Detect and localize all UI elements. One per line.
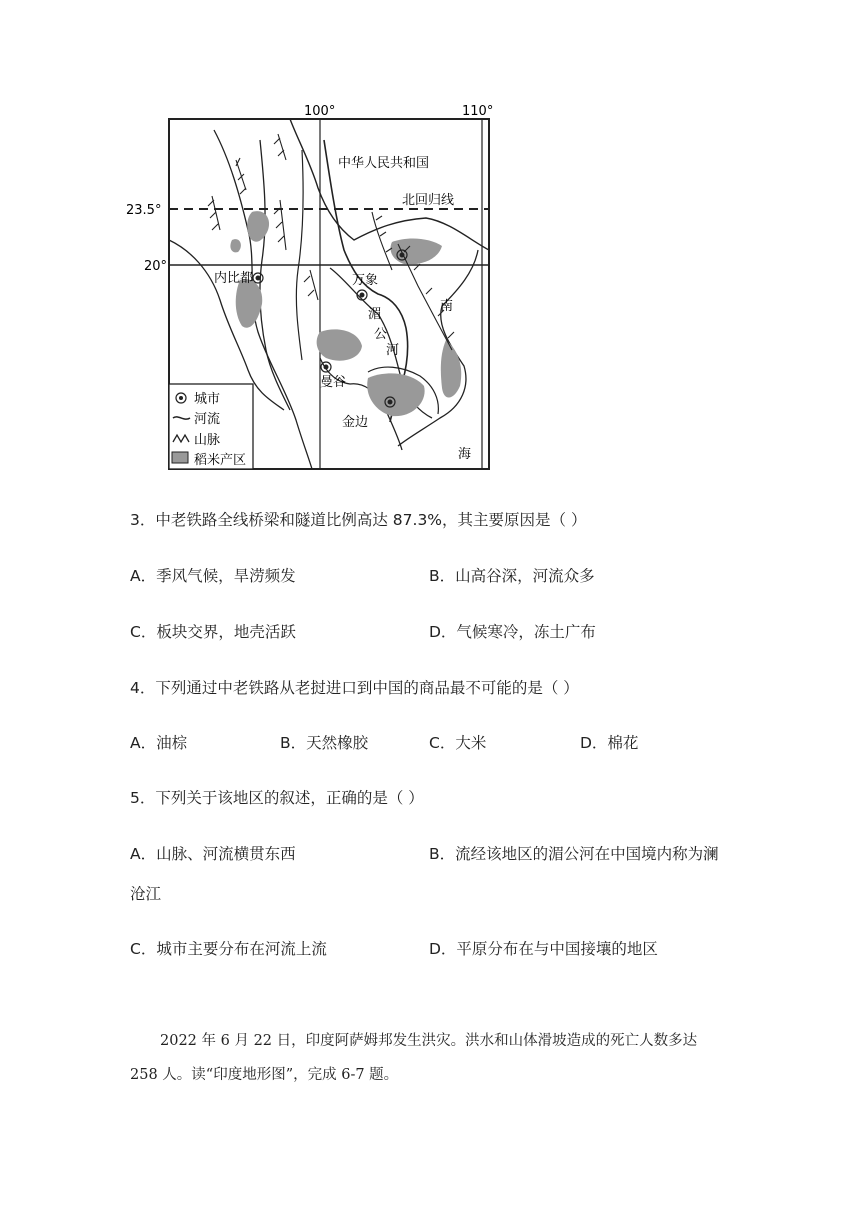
- question-4-stem: 4．下列通过中老铁路从老挝进口到中国的商品最不可能的是（ ）: [130, 679, 579, 697]
- question-3-option-c: C．板块交界，地壳活跃: [130, 623, 296, 641]
- label-tropic: 北回归线: [402, 193, 455, 208]
- rice-area-5: [317, 329, 362, 360]
- question-3-option-b: B．山高谷深，河流众多: [429, 567, 595, 585]
- label-sea-2: 海: [458, 447, 472, 462]
- question-3-stem: 3．中老铁路全线桥梁和隧道比例高达 87.3%，其主要原因是（ ）: [130, 511, 587, 529]
- question-3-option-d: D．气候寒冷，冻土广布: [429, 623, 596, 641]
- rice-area-6: [367, 373, 424, 416]
- question-5-option-b: B．流经该地区的湄公河在中国境内称为澜: [429, 845, 719, 863]
- question-5-option-a: A．山脉、河流横贯东西: [130, 845, 296, 863]
- lon-label-110: 110°: [462, 104, 494, 119]
- label-vientiane: 万象: [352, 273, 379, 288]
- legend-rice-label: 稻米产区: [194, 453, 247, 468]
- label-phnompenh: 金边: [342, 415, 369, 430]
- legend-city-label: 城市: [194, 392, 221, 407]
- legend-river-label: 河流: [194, 412, 221, 427]
- question-4-option-b: B．天然橡胶: [280, 734, 369, 752]
- legend-rice-icon: [172, 452, 188, 463]
- question-4-option-c: C．大米: [429, 734, 487, 752]
- lat-label-23-5: 23.5°: [126, 203, 162, 218]
- question-5-option-c: C．城市主要分布在河流上流: [130, 940, 327, 958]
- rice-area-2: [230, 239, 240, 252]
- question-3-option-a: A．季风气候，旱涝频发: [130, 567, 296, 585]
- question-4-option-d: D．棉花: [580, 734, 639, 752]
- question-5-option-b-continued: 沧江: [130, 885, 162, 903]
- label-naypyidaw: 内比都: [214, 271, 254, 286]
- irrawaddy-river: [260, 140, 290, 410]
- rice-area-1: [247, 211, 269, 242]
- vietnam-coast: [398, 250, 478, 446]
- question-5-stem: 5．下列关于该地区的叙述，正确的是（ ）: [130, 789, 424, 807]
- rice-area-3: [236, 279, 262, 328]
- label-mekong-3: 河: [386, 343, 400, 358]
- question-5-option-d: D．平原分布在与中国接壤的地区: [429, 940, 658, 958]
- salween-river: [296, 150, 303, 360]
- legend-mountain-label: 山脉: [194, 433, 221, 448]
- label-mekong-2: 公: [374, 327, 388, 342]
- intro-paragraph-line-1: 2022 年 6 月 22 日，印度阿萨姆邦发生洪灾。洪水和山体滑坡造成的死亡人数多达: [160, 1033, 698, 1049]
- intro-paragraph-line-2: 258 人。读“印度地形图”，完成 6-7 题。: [130, 1067, 399, 1083]
- label-bangkok: 曼谷: [320, 375, 347, 390]
- label-mekong-1: 湄: [368, 307, 382, 322]
- question-4-option-a: A．油棕: [130, 734, 188, 752]
- map-legend: [169, 384, 253, 469]
- lon-label-100: 100°: [304, 104, 336, 119]
- label-china: 中华人民共和国: [338, 156, 430, 171]
- label-sea-1: 南: [440, 299, 454, 314]
- lat-label-20: 20°: [144, 259, 168, 274]
- southeast-asia-map: [126, 100, 500, 472]
- intro-paragraph: [130, 1024, 740, 1092]
